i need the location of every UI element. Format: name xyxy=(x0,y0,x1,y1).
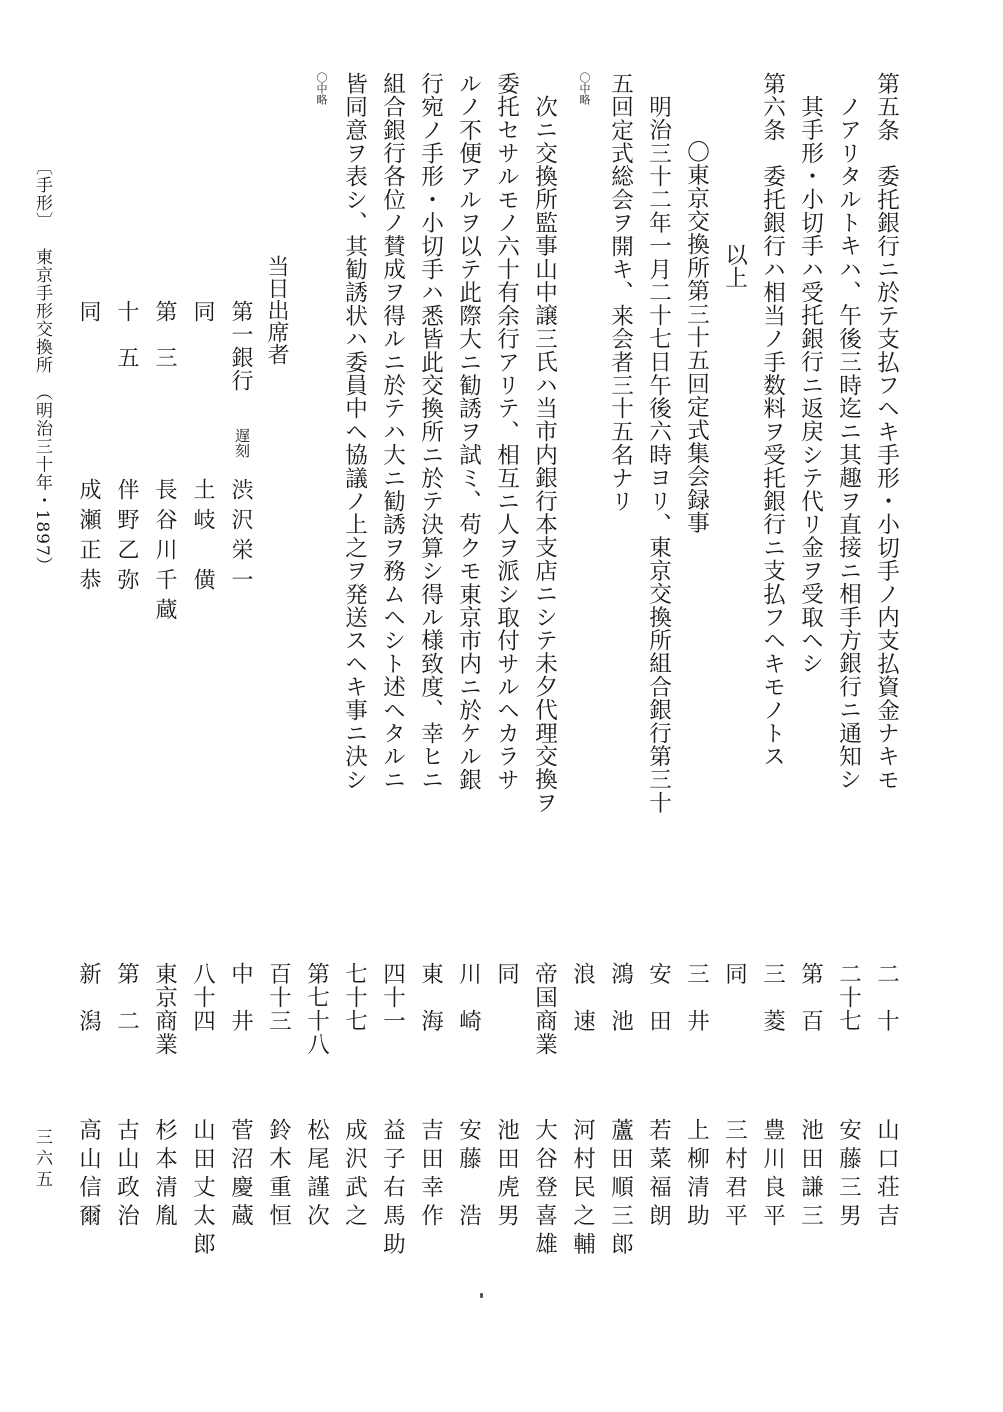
text-line: 委托セサルモノ六十有余行アリテ、相互ニ人ヲ派シ取付サルヘカラサ xyxy=(493,72,520,792)
roster-name: 山口荘吉 xyxy=(873,1118,900,1232)
roster-name: 菅沼慶蔵 xyxy=(227,1118,254,1232)
text-line: 皆同意ヲ表シ、其勧誘状ハ委員中ヘ協議ノ上之ヲ発送スヘキ事ニ決シ xyxy=(341,72,368,792)
roster-bank: 三 菱 xyxy=(759,962,786,1033)
text-line: 其手形・小切手ハ受托銀行ニ返戻シテ代リ金ヲ受取ヘシ xyxy=(797,95,824,675)
roster-name: 池田虎男 xyxy=(493,1118,520,1232)
roster-bank: 新 潟 xyxy=(75,962,102,1033)
roster-bank: 七十七 xyxy=(341,962,368,1033)
attendee-bank: 十 五 xyxy=(114,300,139,369)
roster-name: 鈴木重恒 xyxy=(265,1118,292,1232)
roster-bank: 東京商業 xyxy=(151,962,178,1056)
roster-bank: 第 百 xyxy=(797,962,824,1033)
text-line: 行宛ノ手形・小切手ハ悉皆此交換所ニ於テ決算シ得ル様致度、幸ヒニ xyxy=(417,72,444,792)
roster-bank: 第七十八 xyxy=(303,962,330,1056)
roster-name: 豊川良平 xyxy=(759,1118,786,1232)
roster-name: 益子右馬助 xyxy=(379,1118,406,1261)
roster-bank: 同 xyxy=(493,962,520,986)
text-line: 次ニ交換所監事山中譲三氏ハ当市内銀行本支店ニシテ未夕代理交換ヲ xyxy=(531,95,558,815)
roster-name: 高山信爾 xyxy=(75,1118,102,1232)
attendance-heading: 当日出席者 xyxy=(264,255,289,365)
roster-name: 古山政治 xyxy=(113,1118,140,1232)
running-header: 東京手形交換所 （明治三十年・1897） xyxy=(32,248,52,575)
roster-bank: 同 xyxy=(721,962,748,986)
roster-bank: 東 海 xyxy=(417,962,444,1033)
roster-name: 蘆田順三郎 xyxy=(607,1118,634,1261)
attendee-bank: 同 xyxy=(190,300,215,323)
attendee-name: 伴野乙弥 xyxy=(114,478,139,598)
page-number: 三六五 xyxy=(32,1128,52,1191)
roster-bank: 安 田 xyxy=(645,962,672,1033)
roster-bank: 鴻 池 xyxy=(607,962,634,1033)
roster-name: 杉本清胤 xyxy=(151,1118,178,1232)
text-line: 五回定式総会ヲ開キ、来会者三十五名ナリ xyxy=(607,72,634,513)
roster-bank: 百十三 xyxy=(265,962,292,1033)
attendee-name: 長谷川千蔵 xyxy=(152,478,177,628)
roster-bank: 三 井 xyxy=(683,962,710,1033)
roster-bank: 二十七 xyxy=(835,962,862,1033)
text-line: 明治三十二年一月二十七日午後六時ヨリ、東京交換所組合銀行第三十 xyxy=(645,95,672,815)
roster-name: 若菜福朗 xyxy=(645,1118,672,1232)
attendee-bank: 同 xyxy=(76,300,101,323)
roster-name: 大谷登喜雄 xyxy=(531,1118,558,1261)
text-line: ルノ不便アルヲ以テ此際大ニ勧誘ヲ試ミ、苟クモ東京市内ニ於ケル銀 xyxy=(455,72,482,792)
roster-name: 成沢武之 xyxy=(341,1118,368,1232)
text-line: 〇東京交換所第三十五回定式集会録事 xyxy=(683,140,710,535)
attendee-name: 土岐 僙 xyxy=(190,478,215,598)
roster-bank: 四十一 xyxy=(379,962,406,1033)
roster-name: 吉田幸作 xyxy=(417,1118,444,1232)
attendee-name: 成瀬正恭 xyxy=(76,478,101,598)
omission-note: 〇中略 xyxy=(315,72,328,105)
speck-mark xyxy=(480,1293,483,1298)
roster-bank: 浪 速 xyxy=(569,962,596,1033)
roster-name: 池田謙三 xyxy=(797,1118,824,1232)
attendee-bank: 第 三 xyxy=(152,300,177,369)
roster-bank: 二 十 xyxy=(873,962,900,1033)
section-tag: 〔手形〕 xyxy=(32,158,52,230)
omission-note: 〇中略 xyxy=(578,72,591,105)
roster-bank: 第 二 xyxy=(113,962,140,1033)
attendee-bank: 第一銀行 xyxy=(228,300,253,392)
text-line: ノアリタルトキハ、午後三時迄ニ其趣ヲ直接ニ相手方銀行ニ通知シ xyxy=(835,95,862,791)
roster-bank: 八十四 xyxy=(189,962,216,1033)
roster-name: 三村君平 xyxy=(721,1118,748,1232)
roster-name: 安藤三男 xyxy=(835,1118,862,1232)
text-line: 以上 xyxy=(721,243,748,290)
roster-bank: 帝国商業 xyxy=(531,962,558,1056)
text-line: 組合銀行各位ノ賛成ヲ得ルニ於テハ大ニ勧誘ヲ務ムヘシト述ヘタルニ xyxy=(379,72,406,792)
attendee-note: 遅刻 xyxy=(233,428,251,458)
roster-name: 上柳清助 xyxy=(683,1118,710,1232)
text-line: 第六条 委托銀行ハ相当ノ手数料ヲ受托銀行ニ支払フヘキモノトス xyxy=(759,72,786,768)
roster-name: 松尾謹次 xyxy=(303,1118,330,1232)
roster-name: 山田丈太郎 xyxy=(189,1118,216,1261)
roster-name: 河村民之輔 xyxy=(569,1118,596,1261)
roster-name: 安藤 浩 xyxy=(455,1118,482,1232)
roster-bank: 中 井 xyxy=(227,962,254,1033)
roster-bank: 川 崎 xyxy=(455,962,482,1033)
attendee-name: 渋沢栄一 xyxy=(228,478,253,598)
text-line: 第五条 委托銀行ニ於テ支払フヘキ手形・小切手ノ内支払資金ナキモ xyxy=(873,72,900,792)
